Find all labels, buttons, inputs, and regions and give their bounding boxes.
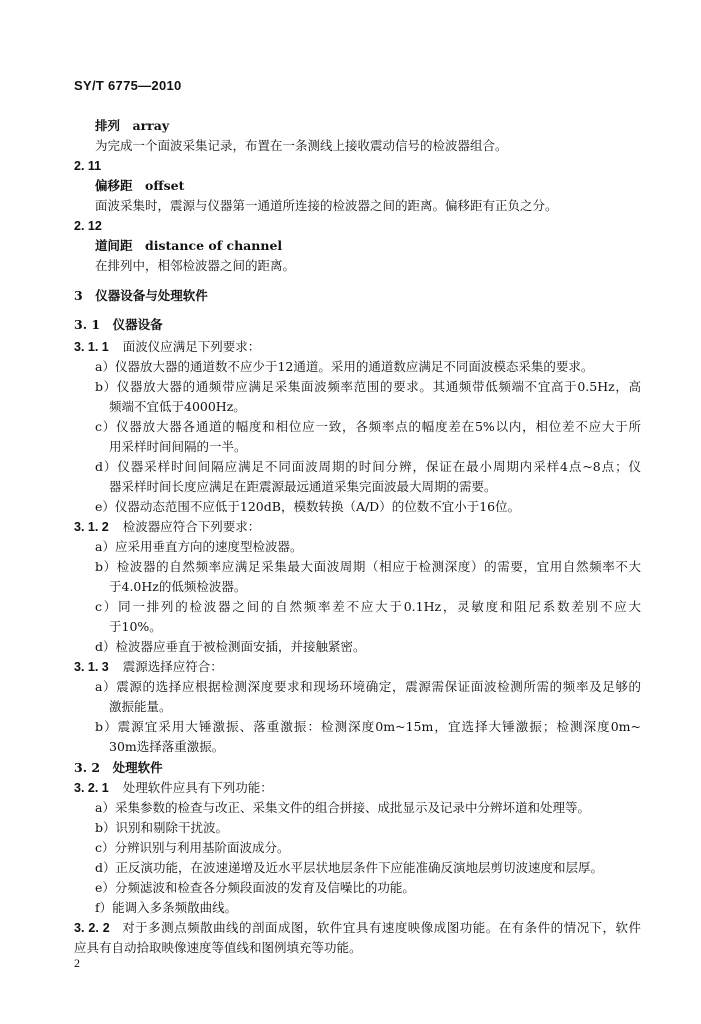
list-item-c-cont: 用采样时间间隔的一半。	[109, 439, 247, 454]
clause-3-2-2-cont: 应具有自动拾取映像速度等值线和图例填充等功能。	[74, 940, 362, 955]
clause-2-11-number: 2. 11	[74, 159, 102, 173]
list-item-c: c）同一排列的检波器之间的自然频率差不应大于0.1Hz，灵敏度和阻尼系数差别不应大	[95, 599, 641, 614]
clause-number: 3. 2. 1	[74, 781, 109, 795]
clause-number: 3. 1. 2	[74, 520, 109, 534]
list-item-e: e）分频滤波和检查各分频段面波的发育及信噪比的功能。	[95, 880, 415, 895]
list-item-a: a）震源的选择应根据检测深度要求和现场环境确定，震源需保证面波检测所需的频率及足够的	[95, 679, 641, 694]
term-2-12-definition: 在排列中，相邻检波器之间的距离。	[95, 258, 296, 273]
clause-3-1-2	[74, 519, 260, 535]
list-item-c: c）仪器放大器各通道的幅度和相位应一致，各频率点的幅度差在5%以内，相位差不应大于所	[95, 419, 641, 434]
list-item-a: a）仪器放大器的通道数不应少于12通道。采用的通道数应满足不同面波模态采集的要求。	[95, 359, 594, 374]
list-item-a: a）应采用垂直方向的速度型检波器。	[95, 539, 303, 554]
section-3-1-heading: 3. 1 仪器设备	[74, 317, 163, 332]
clause-number: 3. 2. 2	[74, 921, 110, 935]
list-item-a-cont: 激振能量。	[109, 699, 172, 714]
term-2-10-definition: 为完成一个面波采集记录，布置在一条测线上接收震动信号的检波器组合。	[95, 138, 508, 153]
clause-2-12-number: 2. 12	[74, 219, 102, 233]
clause-3-1-3	[74, 659, 223, 675]
list-item-c-cont: 于10%。	[109, 619, 162, 634]
list-item-b-cont: 于4.0Hz的低频检波器。	[109, 579, 247, 594]
list-item-b: b）检波器的自然频率应满足采集最大面波周期（相应于检测深度）的需要，宜用自然频率不大	[95, 559, 641, 574]
clause-3-1-1	[74, 339, 260, 355]
clause-text: 震源选择应符合：	[122, 659, 223, 674]
list-item-b: b）仪器放大器的通频带应满足采集面波频率范围的要求。其通频带低频端不宜高于0.5Hz，高	[95, 379, 641, 394]
list-item-d-cont: 器采样时间长度应满足在距震源最远通道采集完面波最大周期的需要。	[109, 479, 497, 494]
list-item-f: f）能调入多条频散曲线。	[95, 900, 238, 915]
list-item-d: d）仪器采样时间间隔应满足不同面波周期的时间分辨，保证在最小周期内采样4点~8点；仪	[95, 459, 641, 474]
list-item-d: d）检波器应垂直于被检测面安插，并接触紧密。	[95, 639, 366, 654]
term-2-10-title: 排列 array	[95, 118, 170, 133]
clause-text: 对于多测点频散曲线的剖面成图，软件宜具有速度映像成图功能。在有条件的情况下，软件	[122, 920, 641, 935]
clause-3-2-1	[74, 780, 273, 796]
list-item-b-cont: 频端不宜低于4000Hz。	[109, 399, 246, 414]
list-item-d: d）正反演功能，在波速递增及近水平层状地层条件下应能准确反演地层剪切波速度和层厚。	[95, 860, 604, 875]
clause-text: 面波仪应满足下列要求：	[122, 339, 261, 354]
clause-number: 3. 1. 3	[74, 660, 109, 674]
term-2-12-title: 道间距 distance of channel	[95, 238, 283, 253]
list-item-b: b）识别和剔除干扰波。	[95, 820, 229, 835]
standard-code-header: SY/T 6775—2010	[74, 78, 182, 93]
list-item-c: c）分辨识别与利用基阶面波成分。	[95, 840, 290, 855]
clause-text: 处理软件应具有下列功能：	[122, 780, 273, 795]
term-2-11-title: 偏移距 offset	[95, 178, 185, 193]
list-item-b-cont: 30m选择落重激振。	[109, 739, 225, 754]
term-2-11-definition: 面波采集时，震源与仪器第一通道所连接的检波器之间的距离。偏移距有正负之分。	[95, 198, 558, 213]
clause-text: 检波器应符合下列要求：	[122, 519, 261, 534]
list-item-b: b）震源宜采用大锤激振、落重激振：检测深度0m~15m，宜选择大锤激振；检测深度0m~	[95, 719, 641, 734]
clause-3-2-2	[74, 920, 641, 936]
list-item-e: e）仪器动态范围不应低于120dB，模数转换（A/D）的位数不宜小于16位。	[95, 499, 521, 514]
clause-number: 3. 1. 1	[74, 340, 109, 354]
page-number: 2	[74, 956, 80, 970]
list-item-a: a）采集参数的检查与改正、采集文件的组合拼接、成批显示及记录中分辨坏道和处理等。	[95, 800, 590, 815]
section-3-2-heading: 3. 2 处理软件	[74, 760, 163, 775]
section-3-heading: 3 仪器设备与处理软件	[74, 288, 208, 303]
